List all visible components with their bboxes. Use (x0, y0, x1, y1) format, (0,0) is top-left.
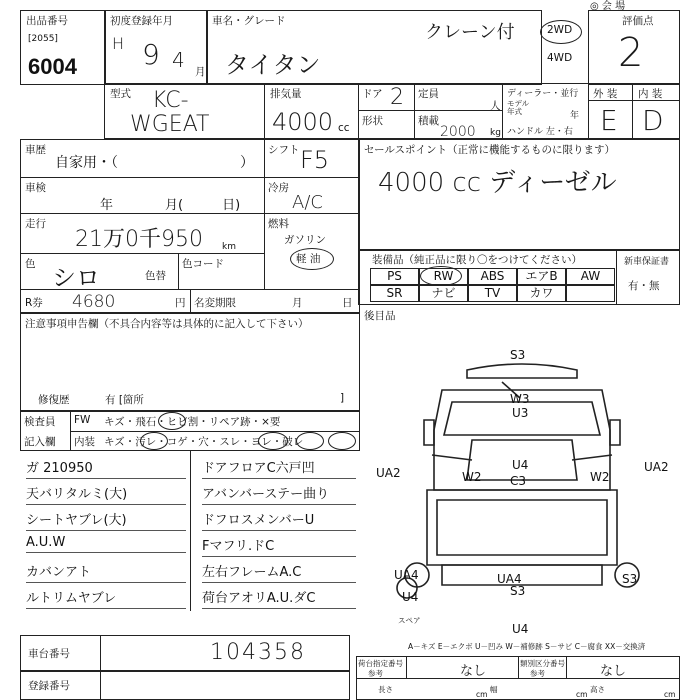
lot-label: 出品番号 (26, 15, 68, 27)
history-close: ） (240, 155, 254, 171)
ac-value: A/C (292, 192, 323, 213)
damage-mark: U4 (402, 590, 419, 604)
remark-line: ガ 210950 (26, 457, 186, 479)
cc-unit: cc (338, 122, 350, 134)
type-value-1: KC- (152, 88, 189, 113)
interior-label: 内 装 (638, 88, 663, 100)
damage-mark: S3 (622, 572, 638, 586)
yen-unit: 円 (175, 297, 186, 309)
damage-mark: U4 (512, 458, 529, 472)
dims-width-cm: cm (576, 690, 588, 699)
dims-height-cm: cm (664, 690, 676, 699)
year-unit: 年 (570, 111, 580, 121)
color-div (178, 253, 179, 289)
circle-yabure (328, 432, 356, 450)
warranty-value: 有・無 (628, 280, 660, 292)
recycle-div (190, 289, 191, 313)
legend: A－キズ E－エクボ U－凹み W－補修跡 S－サビ C－腐食 XX－交換済 (408, 642, 646, 651)
reg-prefix: H (112, 34, 125, 53)
color-label: 色 (25, 258, 36, 270)
equip-div (616, 249, 617, 305)
remark-line: ドフロスメンバーU (202, 509, 356, 531)
damage-mark: UA2 (644, 460, 669, 474)
hist-h1 (20, 177, 360, 178)
damage-mark: UA4 (394, 568, 419, 582)
hist-h3 (20, 253, 264, 254)
dims-len-cm: cm (476, 690, 488, 699)
insp-div (70, 411, 71, 451)
remark-line: 天バリタルミ(大) (26, 483, 186, 505)
equipment-label: 装備品（純正品に限り〇をつけてください） (372, 254, 582, 266)
cargo2-label: 類別区分番号 (520, 659, 565, 668)
cargo-div-1 (406, 656, 407, 678)
inspection-label: 車検 (25, 182, 46, 194)
sales-point-label: セールスポイント（正常に機能するものに限ります） (364, 144, 616, 156)
interior-insp-text: キズ・汚レ・コゲ・穴・スレ・ヨレ・破レ (104, 436, 304, 448)
mileage-label: 走行 (25, 218, 46, 230)
damage-mark: W3 (510, 392, 530, 406)
reg-month-unit: 月 (195, 66, 206, 78)
equipment-item: エアB (517, 268, 566, 285)
equipment-grid (370, 268, 616, 302)
entry-label: 記入欄 (24, 436, 56, 448)
fw-label: FW (74, 414, 91, 426)
km-unit: km (222, 242, 236, 252)
damage-mark: UA4 (497, 572, 522, 586)
remark-line: 左右フレームA.C (202, 561, 356, 583)
capacity-unit: 人 (490, 100, 501, 112)
load-label: 積載 (418, 115, 439, 127)
equipment-item: カワ (517, 285, 566, 302)
type-label: 型式 (110, 88, 131, 100)
sales-point-value: 4000 cc ディーゼル (378, 168, 617, 198)
model-year-label: モデル 年式 (507, 99, 530, 116)
remark-line: ドアフロアC六戸凹 (202, 457, 356, 479)
hist-h2 (20, 213, 264, 214)
recycle-label: R券 (25, 297, 43, 309)
interior-insp-label: 内装 (74, 436, 95, 448)
handle-label: ハンドル 左・右 (507, 127, 573, 137)
remarks-left (20, 451, 190, 611)
drive-2wd: 2WD (547, 24, 573, 36)
lot-number: 6004 (28, 54, 77, 79)
remark-line: Fマフリ.ドC (202, 535, 356, 557)
remarks-div (190, 451, 191, 611)
notes-label: 注意事項申告欄（不具合内容等は具体的に記入して下さい） (25, 318, 309, 330)
model-label: 車名・グレード (212, 15, 286, 27)
exterior-label: 外 装 (593, 88, 618, 100)
hist-div (264, 139, 265, 289)
reg-month: 4 (172, 48, 185, 72)
damage-mark: U3 (512, 406, 529, 420)
remark-line: カバンアト (26, 561, 186, 583)
cargo-label: 荷台指定番号 (358, 659, 403, 668)
color-no-label: 色替 (145, 270, 166, 282)
repair-label: 修復歴 (38, 394, 70, 406)
equipment-item: SR (370, 285, 419, 302)
load-value: 2000 (440, 124, 476, 140)
remarks-right (196, 451, 360, 611)
spec-div-4 (502, 83, 503, 139)
score-value: 2 (618, 30, 644, 76)
exterior-grade: E (600, 104, 618, 137)
shift-value: F5 (300, 146, 330, 174)
fw-text: キズ・飛石・ヒビ割・リペア跡・×要 (104, 416, 281, 428)
reg-no-label: 登録番号 (28, 680, 70, 692)
dims-len: 長さ (378, 685, 393, 694)
damage-mark: UA2 (376, 466, 401, 480)
hist-h3r (264, 213, 360, 214)
cargo-div-2 (518, 656, 519, 678)
door-value: 2 (390, 85, 404, 110)
remark-line: A.U.W (26, 535, 186, 553)
equipment-item: RW (419, 268, 468, 285)
damage-mark: W2 (590, 470, 610, 484)
repair-close: ] (340, 392, 345, 404)
equipment-item: TV (468, 285, 517, 302)
cargo-sub: 参考 (368, 669, 383, 678)
remark-line: シートヤブレ(大) (26, 509, 186, 531)
damage-mark: U4 (512, 622, 529, 636)
spec-div-6 (632, 83, 633, 139)
fuel-value: ガソリン (284, 234, 326, 246)
spec-div-2 (358, 83, 359, 139)
reg-year: 9 (142, 38, 160, 71)
color-value: シロ (52, 264, 100, 292)
dealer-label: ディーラー・並行 (507, 89, 579, 99)
cargo-mid (356, 678, 680, 679)
spec-mid (358, 110, 502, 111)
drive-4wd: 4WD (547, 52, 573, 64)
insp-mid (70, 431, 360, 432)
door-label: ドア (362, 88, 383, 100)
cargo2-sub: 参考 (530, 669, 545, 678)
spare-label: スペア (398, 616, 421, 625)
chassis-div (100, 635, 101, 671)
remark-line: ルトリムヤブレ (26, 587, 186, 609)
color-code-label: 色コード (182, 258, 224, 270)
ac-label: 冷房 (268, 182, 289, 194)
name-change-day: 日 (342, 297, 353, 309)
fuel-selected: 軽 油 (296, 253, 321, 265)
displacement-value: 4000 (272, 108, 334, 136)
displacement-label: 排気量 (270, 88, 302, 100)
mileage-value: 21万0千950 (75, 227, 203, 252)
circle-yogore (140, 432, 168, 450)
equipment-item: PS (370, 268, 419, 285)
interior-grade: D (642, 104, 664, 137)
recycle-value: 4680 (72, 292, 116, 312)
type-value-2: WGEAT (130, 112, 210, 137)
equipment-item: ナビ (419, 285, 468, 302)
regno-div (100, 671, 101, 700)
kg-unit: kg (490, 128, 501, 138)
damage-mark: C3 (510, 474, 527, 488)
circle-yore (296, 432, 324, 450)
circle-sure (258, 432, 288, 450)
history-label: 車歴 (25, 144, 46, 156)
damage-mark: S3 (510, 348, 526, 362)
equipment-item: ABS (468, 268, 517, 285)
diagram-marks (372, 340, 672, 640)
venue-mark: ◎ 会 場 (590, 1, 626, 12)
shape-label: 形状 (362, 115, 383, 127)
score-label: 評価点 (622, 15, 654, 27)
name-change-label: 名変期限 (194, 297, 236, 309)
equipment-item (566, 285, 615, 302)
remark-line: 荷台アオリA.U.ダC (202, 587, 356, 609)
first-reg-label: 初度登録年月 (110, 15, 173, 27)
damage-mark: W2 (462, 470, 482, 484)
dims-width: 幅 (490, 685, 498, 694)
fuel-label: 燃料 (268, 218, 289, 230)
grade-note: クレーン付 (425, 22, 515, 43)
warranty-label: 新車保証書 (624, 257, 670, 267)
shift-label: シフト (268, 144, 300, 156)
cargo-value: なし (460, 664, 487, 679)
circle-hiseki (158, 412, 186, 430)
cargo-div-3 (566, 656, 567, 678)
remark-line: アバンバーステー曲り (202, 483, 356, 505)
chassis-value: 104358 (210, 640, 306, 665)
spec-div-3 (414, 83, 415, 139)
repair-value: 有 [箇所 (105, 394, 144, 406)
spec-div-5 (588, 83, 589, 139)
equipment-item: AW (566, 268, 615, 285)
capacity-label: 定員 (418, 88, 439, 100)
name-change-month: 月 (292, 297, 303, 309)
damage-mark: S3 (510, 584, 526, 598)
rw-circle (420, 266, 462, 286)
model-name: タイタン (225, 51, 321, 79)
dims-height: 高さ (590, 685, 605, 694)
history-value: 自家用・（ (55, 155, 118, 171)
rear-seat-label: 後目品 (364, 310, 396, 322)
inspector-label: 検査員 (24, 416, 56, 428)
lot-sub: [2055] (28, 34, 58, 44)
chassis-label: 車台番号 (28, 648, 70, 660)
spec-div-1 (264, 83, 265, 139)
cargo2-value: なし (600, 664, 627, 679)
inspection-value: 年 月( 日) (100, 198, 241, 213)
